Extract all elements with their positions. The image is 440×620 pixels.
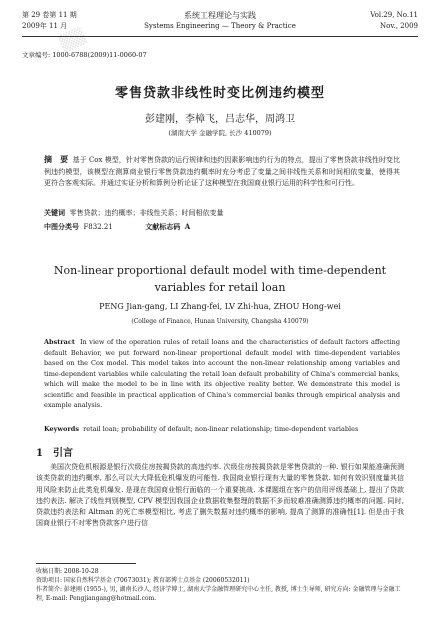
authors-cn: 彭建刚，李樟飞，吕志华，周鸿卫 bbox=[145, 114, 295, 125]
header-center bbox=[22, 10, 418, 32]
affiliation-en: (College of Finance, Hunan University, Changsha 410079) bbox=[131, 318, 309, 325]
section-heading-intro: 1 引言 bbox=[36, 448, 73, 459]
affiliation-cn: (湖南大学 金融学院, 长沙 410079) bbox=[168, 129, 272, 137]
abstract-en-label: Abstract bbox=[44, 338, 75, 346]
abstract-en bbox=[44, 337, 400, 411]
footnote-bio: 作者简介: 彭建刚 (1955-), 男, 湖南长沙人, 经济学博士, 湖南大学金融管理研究中心主任, 教授, 博士生导师, 研究方向: 金融管理与金融工程, E-mail: Pengjiangang@hotmail.com. bbox=[36, 586, 401, 602]
footnote-rule bbox=[36, 563, 136, 564]
clc-label: 中图分类号 bbox=[44, 222, 79, 231]
abstract-cn bbox=[44, 154, 400, 190]
intro-paragraph: 美国次贷危机根源是银行次级住房按揭贷款的高违约率. 次级住房按揭贷款是零售贷款的一种. 银行如果能准确预测该类贷款的违约概率, 那么可以大大降低危机爆发的可能性. 我国商业银行现有大量的零售贷款. 如何有效识别度量其信用风险来防止此类危机爆发. 是现在我国商业银行面临的一个重要挑战. 本课题组在客户的信用评级基础上, 提出了贷款违约表法. 解决了线性判别模型, CPV 模型因我国企业数据收集整理的数据不多而较难准确测算违约概率的问题. 同时, 贷款违约表法和 Altman 的死亡率模型相比, 考虑了删失数据对违约概率的影响, 提高了测算的准确性[1]. 但是由于我国商业银行不对零售贷款客户进行信 bbox=[36, 463, 404, 528]
keywords-cn-label: 关键词 bbox=[44, 208, 65, 217]
article-number: 文章编号: 1000-6788(2009)11-0060-07 bbox=[22, 51, 147, 59]
clc-value: F832.21 bbox=[83, 223, 113, 231]
title-en bbox=[40, 262, 400, 296]
abstract-cn-text: 基于 Cox 模型，针对零售贷款的运行规律和违约因素影响违约行为的特点，提出了零售贷款非线性时变比例违约模型，该模型在测算商业银行零售贷款违约概率时充分考虑了变量之间非线性关系和时间相依变量，使得其更符合客观实际。并通过实证分析和算例分析论证了这种模型在我国商业银行运用的科学性和可行性。 bbox=[44, 156, 401, 187]
volume-issue: 第 29 卷第 11 期 bbox=[22, 11, 77, 19]
issue-date-en: Nov., 2009 bbox=[380, 22, 418, 30]
journal-name-en: Systems Engineering — Theory & Practice bbox=[144, 22, 296, 30]
journal-name-cn: 系统工程理论与实践 bbox=[184, 11, 256, 20]
authors-en: PENG Jian-gang, LI Zhang-fei, LV Zhi-hua, ZHOU Hong-wei bbox=[99, 302, 341, 311]
volume-issue-en: Vol.29, No.11 bbox=[370, 11, 418, 19]
title-en-line2: variables for retail loan bbox=[154, 281, 286, 294]
abstract-en-text: In view of the operation rules of retail loans and the characteristics of default factors affecting default Behavior, we put forward non-linear proportional default model with time-dependent variables based on the Cox model. This model takes into account the non-linear relationship among variables and time-dependent variables while calculating the retail loan default probability of China's commercial banks, which will make the model to be in line with its objective reality better. We demonstrate this model is scientific and feasible in practical application of China's commercial banks through empirical analysis and example analysis. bbox=[44, 338, 400, 409]
abstract-cn-label: 摘 要 bbox=[44, 154, 69, 164]
doc-code-label: 文献标志码 bbox=[145, 222, 181, 231]
issue-date: 2009年 11 月 bbox=[22, 22, 68, 30]
keywords-en bbox=[44, 425, 400, 433]
watermark: ▒▒ bbox=[57, 25, 88, 54]
classification-line bbox=[44, 222, 400, 232]
journal-header bbox=[22, 6, 418, 37]
header-right bbox=[370, 10, 418, 32]
keywords-en-label: Keywords bbox=[44, 425, 79, 433]
footnote-fund: 资助项目: 国家自然科学基金 (70673031); 教育部博士点基金 (20060532011) bbox=[36, 577, 250, 584]
title-cn: 零售贷款非线性时变比例违约模型 bbox=[114, 86, 325, 101]
keywords-en-text: retail loan; probability of default; non-linear relationship; time-dependent variables bbox=[83, 425, 359, 433]
keywords-cn bbox=[44, 208, 400, 218]
title-en-line1: Non-linear proportional default model with time-dependent bbox=[53, 264, 387, 277]
doc-code-value: A bbox=[184, 222, 191, 231]
keywords-cn-text: 零售贷款；违约概率；非线性关系；时间相依变量 bbox=[69, 209, 224, 217]
footnote-received: 收稿日期: 2008-10-28 bbox=[36, 568, 99, 575]
